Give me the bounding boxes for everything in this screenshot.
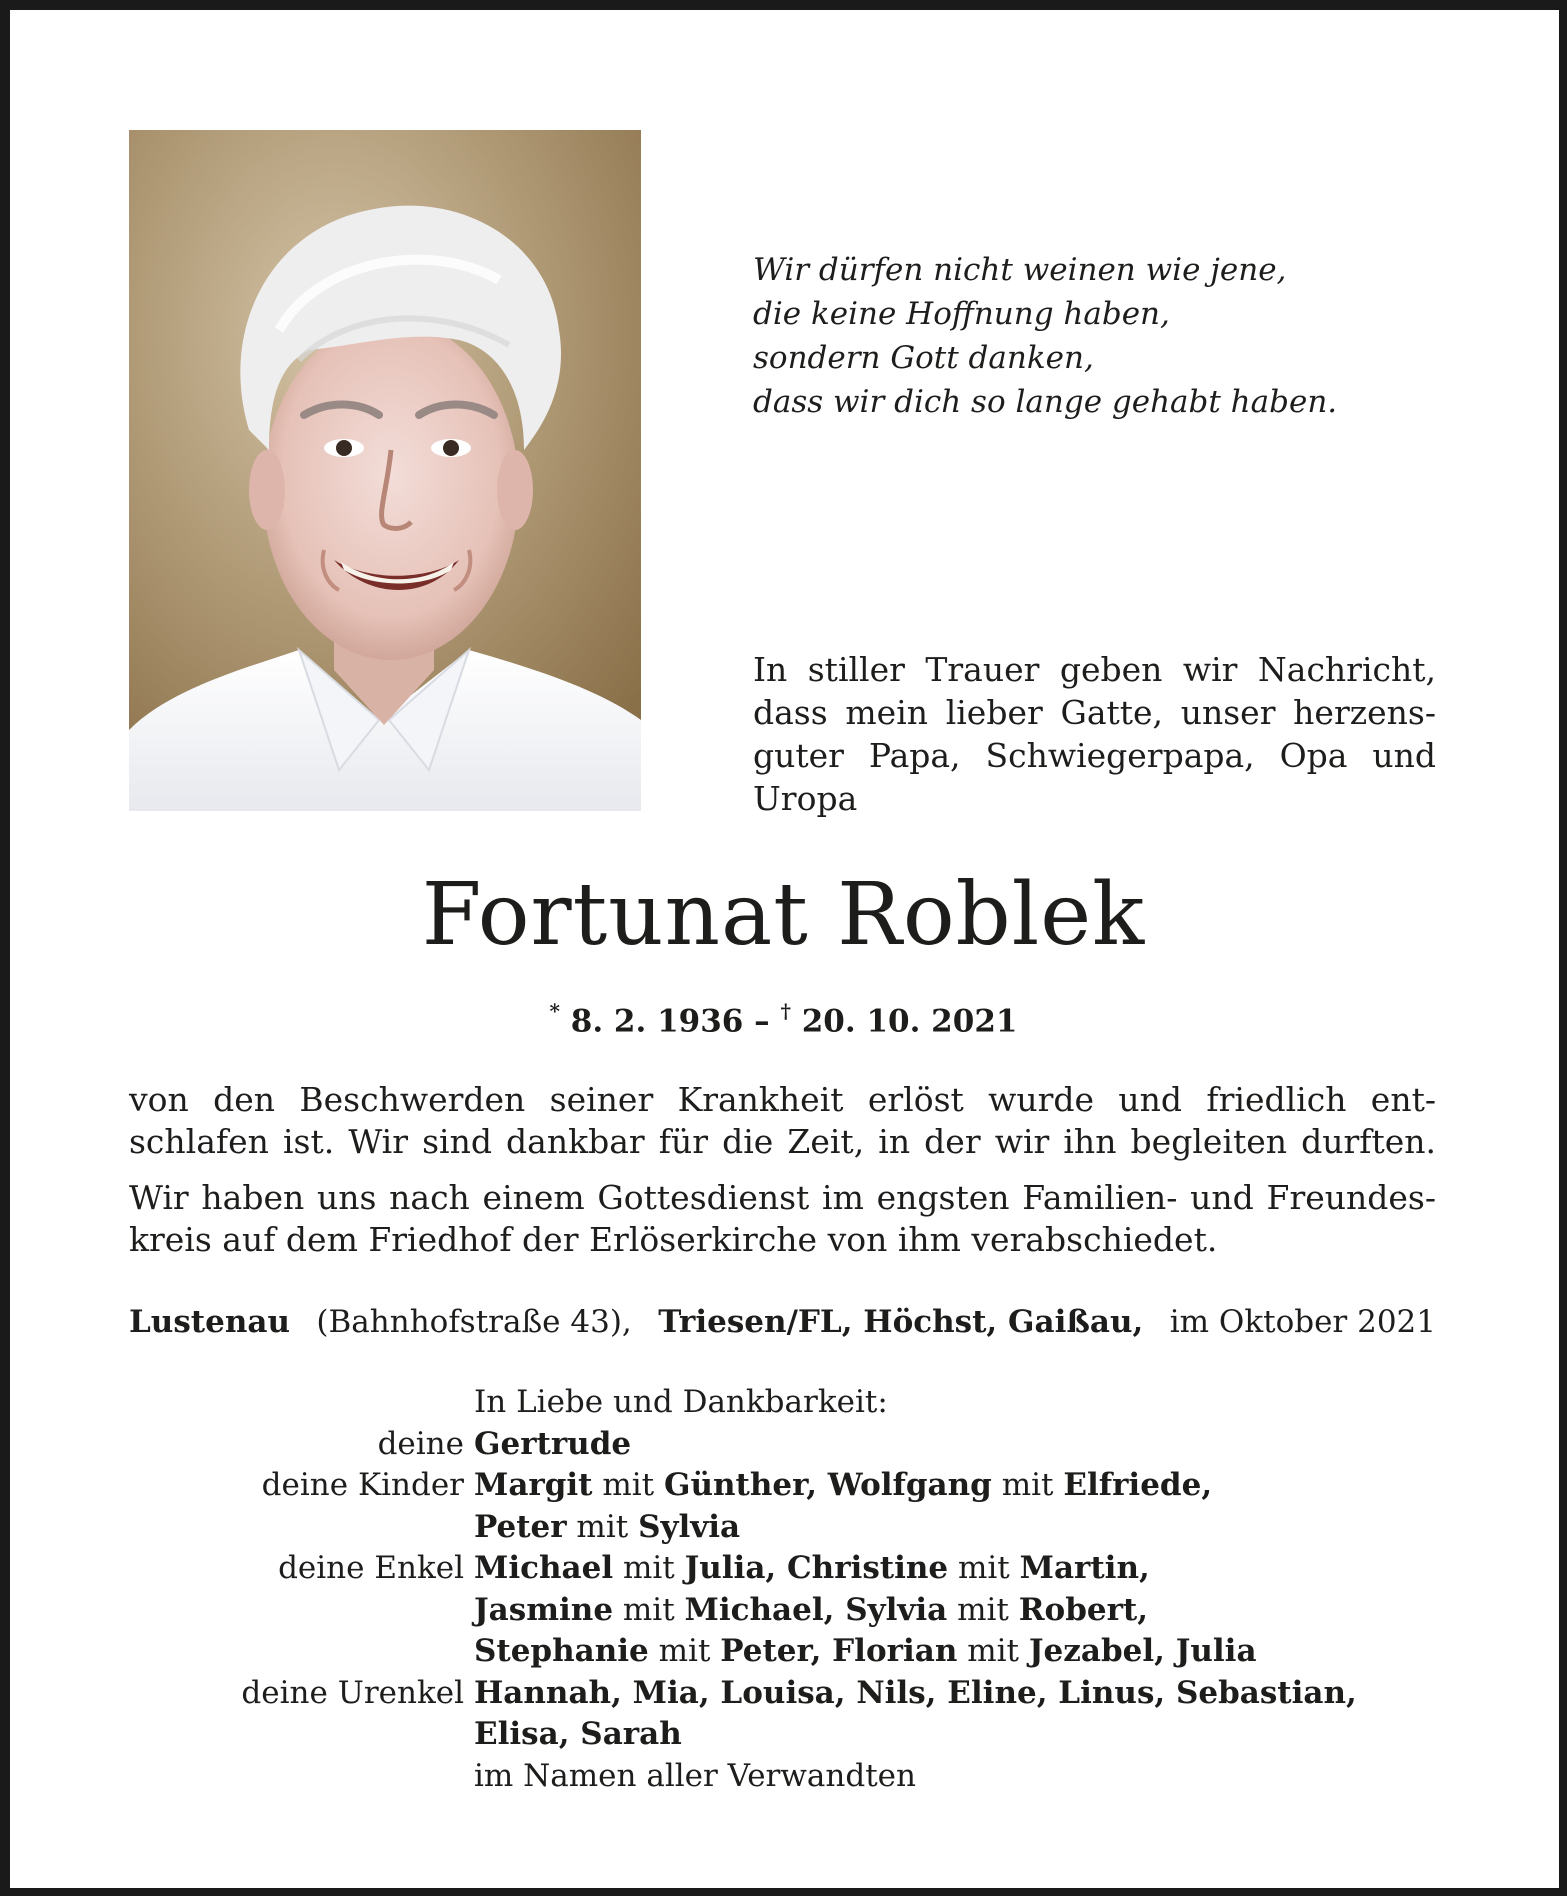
connector-text: mit [613,1591,685,1628]
signature-row [129,1714,1449,1756]
death-date: 20. 10. 2021 [801,1003,1018,1040]
signature-greeting: In Liebe und Dankbarkeit: [474,1384,888,1420]
relative-name: Margit [474,1467,593,1503]
body-line: kreis auf dem Friedhof der Erlöserkirche von ihm verabschiedet. [129,1220,1218,1259]
connector-text: im Namen aller Verwandten [474,1757,916,1794]
portrait-photo [129,130,641,811]
quote-line: die keine Hoffnung haben, [753,296,1170,332]
relative-name: Jasmine [474,1591,614,1628]
relatives-names [474,1424,631,1466]
connector-text: mit [948,1550,1020,1586]
connector-text: mit [566,1508,639,1545]
relative-name: Elisa, Sarah [474,1716,682,1752]
body-line: Wir haben uns nach einem Gottesdienst im engsten Familien- und Freundes- [129,1178,1436,1217]
relative-name: Elfriede, [1063,1467,1213,1503]
quote-line: sondern Gott danken, [753,340,1094,376]
connector-text: mit [613,1550,685,1586]
intro-line: guter Papa, Schwiegerpapa, Opa und [753,736,1436,775]
death-symbol: † [780,999,791,1023]
life-dates [0,993,1567,1041]
signature-row [129,1631,1449,1673]
relation-label: deine Enkel [278,1550,464,1586]
connector-text: mit [592,1467,664,1503]
relative-name: Hannah, Mia, Louisa, Nils, Eline, Linus, Sebastian, [474,1674,1357,1711]
place-date-line [129,1301,1436,1343]
signature-greeting-row [129,1382,1449,1424]
relative-name: Jezabel, Julia [1028,1633,1257,1669]
relative-name: Günther, Wolfgang [664,1467,992,1503]
relation-label: deine Kinder [261,1467,464,1503]
deceased-name: Fortunat Roblek [421,865,1146,965]
place-date: im Oktober 2021 [1169,1304,1436,1340]
relative-name: Julia, Christine [684,1550,949,1586]
body-paragraph-1 [129,1079,1436,1163]
signature-row [129,1673,1449,1715]
relative-name: Peter, Florian [720,1633,958,1669]
quote-line: dass wir dich so lange gehabt haben. [753,384,1338,420]
place-other-towns: Triesen/FL, Höchst, Gaißau, [658,1304,1144,1340]
signature-row [129,1548,1449,1590]
relatives-names [474,1507,740,1549]
relative-name: Peter [474,1508,567,1545]
relative-name: Gertrude [474,1425,632,1462]
relative-name: Martin, [1019,1550,1150,1586]
intro-line: In stiller Trauer geben wir Nachricht, [753,650,1436,689]
relatives-names [474,1631,1257,1673]
signature-row [129,1465,1449,1507]
body-paragraph-2 [129,1177,1436,1261]
relatives-names [474,1714,682,1756]
memorial-quote [753,248,1453,424]
quote-line: Wir dürfen nicht weinen wie jene, [753,252,1287,288]
relation-label [129,1631,474,1673]
relative-name: Stephanie [474,1633,649,1669]
relative-name: Sylvia [638,1508,741,1545]
relative-name: Michael, Sylvia [684,1591,948,1628]
birth-date: 8. 2. 1936 [570,1003,744,1040]
intro-line: Uropa [753,779,858,818]
connector-text: mit [648,1633,721,1669]
intro-line: dass mein lieber Gatte, unser herzens- [753,693,1436,732]
connector-text: mit [991,1467,1064,1503]
signature-row [129,1507,1449,1549]
connector-text: mit [947,1591,1019,1628]
connector-text: mit [957,1633,1029,1669]
date-separator: – [754,1003,770,1040]
place-address: (Bahnhofstraße 43), [316,1304,632,1340]
signature-rows [129,1424,1449,1798]
relative-name: Michael [474,1550,614,1586]
body-line: schlafen ist. Wir sind dankbar für die Zeit, in der wir ihn begleiten durften. [129,1122,1436,1161]
signature-row [129,1590,1449,1632]
place-town: Lustenau [129,1304,290,1340]
signature-row [129,1756,1449,1798]
relatives-names [474,1548,1150,1590]
relatives-names [474,1465,1212,1507]
relation-label [129,1507,474,1549]
relation-label [129,1714,474,1756]
relatives-names [474,1673,1357,1715]
body-line: von den Beschwerden seiner Krankheit erlöst wurde und friedlich ent- [129,1080,1436,1119]
relation-label [129,1756,474,1798]
relatives-names [474,1590,1148,1632]
signature-block [129,1382,1449,1797]
relation-label [129,1590,474,1632]
relative-name: Robert, [1018,1591,1149,1628]
announcement-intro [753,648,1436,820]
relation-label: deine [377,1425,464,1462]
birth-symbol: * [549,999,560,1023]
relatives-names [474,1756,916,1798]
signature-row [129,1424,1449,1466]
relation-label: deine Urenkel [241,1674,464,1711]
